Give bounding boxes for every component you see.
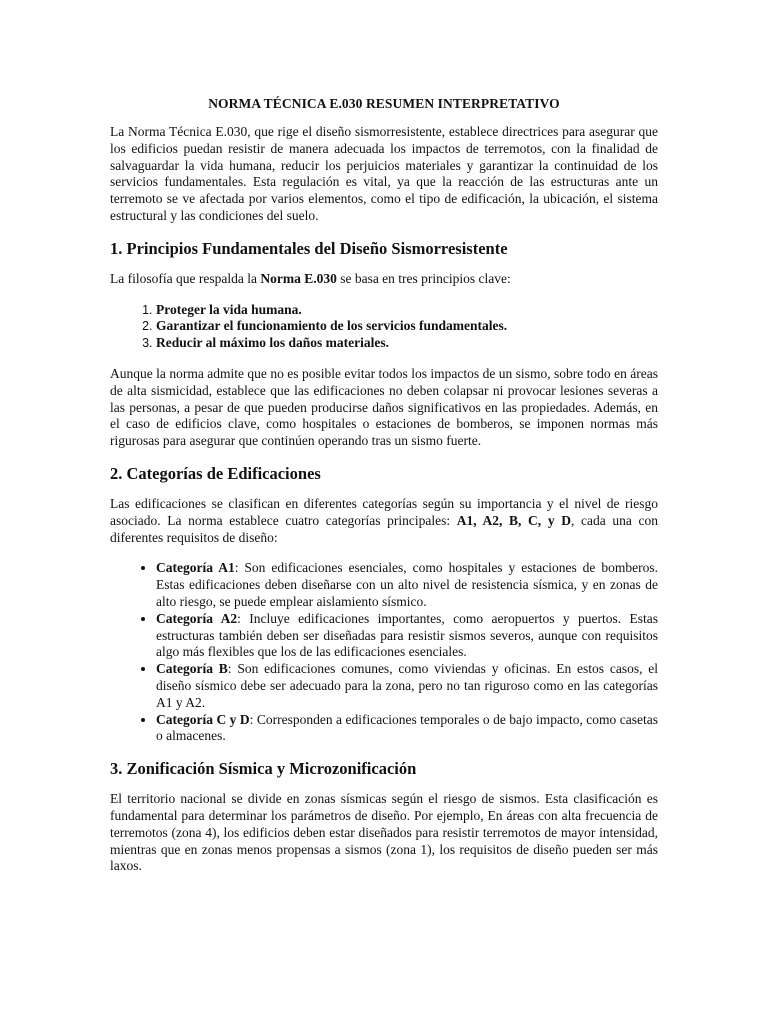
section-3-body: El territorio nacional se divide en zonas sísmicas según el riesgo de sismos. Esta clasificación es fundamental para determinar los parámetros de diseño. Por ejemplo, En áreas con alta frecuencia de terremotos (zona 4), los edificios deben estar diseñados para resistir terremotos de mayor intensidad, mientras que en zonas menos propensas a sismos (zona 1), los requisitos de diseño pueden ser más laxos. bbox=[110, 791, 658, 874]
principle-item: 2. Garantizar el funcionamiento de los servicios fundamentales. bbox=[156, 318, 658, 335]
category-item bbox=[156, 712, 658, 746]
principles-list bbox=[110, 302, 658, 352]
section-1-body: Aunque la norma admite que no es posible evitar todos los impactos de un sismo, sobre todo en áreas de alta sismicidad, establece que las edificaciones no deben colapsar ni provocar lesiones severas a las personas, a pesar de que pueden producirse daños significativos en las propiedades. Además, en el caso de edificios clave, como hospitales o estaciones de bomberos, se imponen normas más rigurosas para asegurar que continúen operando tras un sismo fuerte. bbox=[110, 365, 658, 449]
category-text: : Corresponden a edificaciones temporales o de bajo impacto, como casetas o almacenes. bbox=[156, 711, 658, 744]
section-1-lead-text-end: se basa en tres principios clave: bbox=[336, 270, 511, 286]
document-title: NORMA TÉCNICA E.030 RESUMEN INTERPRETATIVO bbox=[208, 96, 560, 111]
section-2-lead-text-end: , cada una con diferentes requisitos de diseño: bbox=[110, 512, 658, 545]
section-2-lead-bold: A1, A2, B, C, y D bbox=[456, 512, 571, 528]
section-2-heading: 2. Categorías de Edificaciones bbox=[110, 463, 321, 483]
category-text: : Incluye edificaciones importantes, como aeropuertos y puertos. Estas estructuras también deben ser diseñadas para resistir sismos severos, aunque con requisitos algo más flexibles que los de las edificaciones esenciales. bbox=[156, 610, 658, 660]
category-name: Categoría B bbox=[156, 661, 228, 677]
section-3-heading: 3. Zonificación Sísmica y Microzonificación bbox=[110, 759, 417, 779]
category-item bbox=[156, 661, 658, 711]
section-1-lead-text: La filosofía que respalda la bbox=[110, 270, 261, 286]
intro-paragraph: La Norma Técnica E.030, que rige el diseño sismorresistente, establece directrices para asegurar que los edificios puedan resistir de manera adecuada los impactos de terremotos, con la finalidad de salvaguardar la vida humana, reducir los perjuicios materiales y garantizar la continuidad de los servicios fundamentales. Esta regulación es vital, ya que la reacción de las estructuras ante un terremoto se ve afectada por varios elementos, como el tipo de edificación, la ubicación, el sistema estructural y las condiciones del suelo. bbox=[110, 124, 658, 223]
category-item bbox=[156, 560, 658, 610]
section-1-lead-bold: Norma E.030 bbox=[260, 270, 337, 286]
section-1-lead bbox=[110, 271, 658, 288]
section-1-heading: 1. Principios Fundamentales del Diseño Sismorresistente bbox=[110, 238, 508, 258]
category-name: Categoría A2 bbox=[156, 610, 238, 626]
principle-item: 1. Proteger la vida humana. bbox=[156, 302, 658, 319]
category-name: Categoría A1 bbox=[156, 560, 235, 576]
category-item bbox=[156, 611, 658, 661]
section-2-lead bbox=[110, 496, 658, 546]
categories-list bbox=[110, 560, 658, 745]
category-text: : Son edificaciones esenciales, como hospitales y estaciones de bomberos. Estas edificaciones deben diseñarse con un alto nivel de resistencia sísmica, y en zonas de alto riesgo, se puede emplear aislamiento sísmico. bbox=[156, 560, 659, 609]
principle-item: 3. Reducir al máximo los daños materiales. bbox=[156, 335, 658, 352]
section-2-lead-text: Las edificaciones se clasifican en diferentes categorías según su importancia y el nivel de riesgo asociado. La norma establece cuatro categorías principales: bbox=[110, 495, 658, 528]
category-name: Categoría C y D bbox=[156, 711, 250, 727]
category-text: : Son edificaciones comunes, como viviendas y oficinas. En estos casos, el diseño sísmico debe ser adecuado para la zona, pero no tan riguroso como en las categorías A1 y A2. bbox=[156, 661, 658, 710]
document-body bbox=[110, 96, 658, 889]
